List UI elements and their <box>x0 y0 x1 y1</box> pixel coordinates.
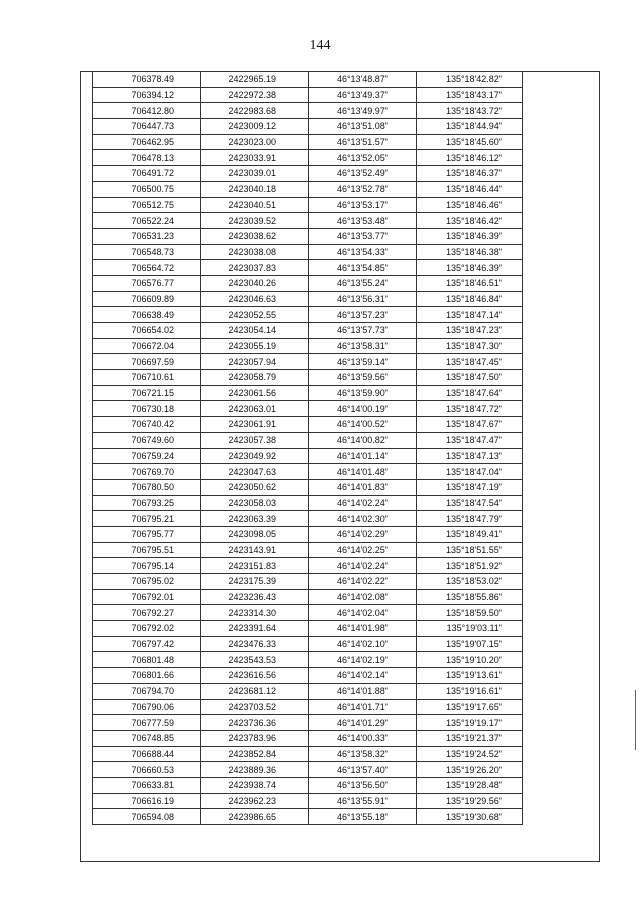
longitude-cell: 135°18'46.42" <box>417 213 523 229</box>
longitude-cell: 135°19'16.61" <box>417 683 523 699</box>
longitude-cell: 135°18'47.13" <box>417 448 523 464</box>
latitude-cell: 46°13'53.17" <box>309 197 417 213</box>
latitude-cell: 46°14'01.88" <box>309 683 417 699</box>
y-coordinate-cell: 2423143.91 <box>201 542 309 558</box>
y-coordinate-cell: 2423049.92 <box>201 448 309 464</box>
latitude-cell: 46°14'02.14" <box>309 668 417 684</box>
table-row <box>93 370 523 386</box>
latitude-cell: 46°13'59.56" <box>309 370 417 386</box>
longitude-cell: 135°18'47.45" <box>417 354 523 370</box>
latitude-cell: 46°13'55.18" <box>309 809 417 825</box>
table-row <box>93 479 523 495</box>
latitude-cell: 46°13'49.37" <box>309 87 417 103</box>
x-coordinate-cell: 706564.72 <box>93 260 201 276</box>
longitude-cell: 135°18'46.39" <box>417 228 523 244</box>
longitude-cell: 135°18'47.14" <box>417 307 523 323</box>
table-row <box>93 511 523 527</box>
table-row <box>93 291 523 307</box>
table-row <box>93 323 523 339</box>
longitude-cell: 135°19'03.11" <box>417 621 523 637</box>
y-coordinate-cell: 2423054.14 <box>201 323 309 339</box>
table-row <box>93 636 523 652</box>
table-row <box>93 432 523 448</box>
table-row <box>93 542 523 558</box>
latitude-cell: 46°13'54.33" <box>309 244 417 260</box>
y-coordinate-cell: 2423009.12 <box>201 119 309 135</box>
longitude-cell: 135°18'47.23" <box>417 323 523 339</box>
longitude-cell: 135°18'46.46" <box>417 197 523 213</box>
x-coordinate-cell: 706378.49 <box>93 72 201 88</box>
table-row <box>93 417 523 433</box>
latitude-cell: 46°13'56.31" <box>309 291 417 307</box>
y-coordinate-cell: 2423037.83 <box>201 260 309 276</box>
x-coordinate-cell: 706462.95 <box>93 134 201 150</box>
table-row <box>93 589 523 605</box>
table-row <box>93 197 523 213</box>
longitude-cell: 135°19'21.37" <box>417 730 523 746</box>
table-row <box>93 307 523 323</box>
latitude-cell: 46°14'01.71" <box>309 699 417 715</box>
latitude-cell: 46°13'53.77" <box>309 228 417 244</box>
x-coordinate-cell: 706660.53 <box>93 762 201 778</box>
y-coordinate-cell: 2423055.19 <box>201 338 309 354</box>
latitude-cell: 46°14'02.24" <box>309 558 417 574</box>
longitude-cell: 135°18'47.50" <box>417 370 523 386</box>
latitude-cell: 46°13'53.48" <box>309 213 417 229</box>
latitude-cell: 46°14'00.33" <box>309 730 417 746</box>
x-coordinate-cell: 706548.73 <box>93 244 201 260</box>
latitude-cell: 46°14'00.82" <box>309 432 417 448</box>
y-coordinate-cell: 2422972.38 <box>201 87 309 103</box>
longitude-cell: 135°18'47.30" <box>417 338 523 354</box>
x-coordinate-cell: 706412.80 <box>93 103 201 119</box>
longitude-cell: 135°18'47.67" <box>417 417 523 433</box>
x-coordinate-cell: 706697.59 <box>93 354 201 370</box>
table-row <box>93 777 523 793</box>
latitude-cell: 46°13'55.91" <box>309 793 417 809</box>
y-coordinate-cell: 2423063.01 <box>201 401 309 417</box>
table-row <box>93 793 523 809</box>
longitude-cell: 135°18'49.41" <box>417 526 523 542</box>
table-row <box>93 181 523 197</box>
longitude-cell: 135°18'43.72" <box>417 103 523 119</box>
latitude-cell: 46°14'02.08" <box>309 589 417 605</box>
x-coordinate-cell: 706794.70 <box>93 683 201 699</box>
longitude-cell: 135°18'47.19" <box>417 479 523 495</box>
x-coordinate-cell: 706795.02 <box>93 574 201 590</box>
table-row <box>93 605 523 621</box>
longitude-cell: 135°18'46.51" <box>417 275 523 291</box>
longitude-cell: 135°18'46.44" <box>417 181 523 197</box>
table-row <box>93 401 523 417</box>
y-coordinate-cell: 2423783.96 <box>201 730 309 746</box>
table-row <box>93 715 523 731</box>
x-coordinate-cell: 706792.27 <box>93 605 201 621</box>
table-row <box>93 526 523 542</box>
latitude-cell: 46°13'56.50" <box>309 777 417 793</box>
latitude-cell: 46°14'00.19" <box>309 401 417 417</box>
latitude-cell: 46°13'55.24" <box>309 275 417 291</box>
y-coordinate-cell: 2423040.26 <box>201 275 309 291</box>
y-coordinate-cell: 2423962.23 <box>201 793 309 809</box>
y-coordinate-cell: 2423061.91 <box>201 417 309 433</box>
longitude-cell: 135°18'43.17" <box>417 87 523 103</box>
longitude-cell: 135°18'42.82" <box>417 72 523 88</box>
table-row <box>93 72 523 88</box>
table-row <box>93 730 523 746</box>
y-coordinate-cell: 2423889.36 <box>201 762 309 778</box>
x-coordinate-cell: 706795.14 <box>93 558 201 574</box>
y-coordinate-cell: 2423061.56 <box>201 385 309 401</box>
latitude-cell: 46°13'52.49" <box>309 166 417 182</box>
coordinates-table <box>92 71 523 825</box>
latitude-cell: 46°13'49.97" <box>309 103 417 119</box>
x-coordinate-cell: 706769.70 <box>93 464 201 480</box>
longitude-cell: 135°18'47.64" <box>417 385 523 401</box>
latitude-cell: 46°13'54.85" <box>309 260 417 276</box>
latitude-cell: 46°13'59.90" <box>309 385 417 401</box>
latitude-cell: 46°14'01.83" <box>309 479 417 495</box>
y-coordinate-cell: 2423058.03 <box>201 495 309 511</box>
table-row <box>93 354 523 370</box>
margin-mark <box>635 690 636 750</box>
x-coordinate-cell: 706749.60 <box>93 432 201 448</box>
x-coordinate-cell: 706500.75 <box>93 181 201 197</box>
table-row <box>93 213 523 229</box>
table-row <box>93 275 523 291</box>
latitude-cell: 46°14'02.29" <box>309 526 417 542</box>
x-coordinate-cell: 706633.81 <box>93 777 201 793</box>
x-coordinate-cell: 706790.06 <box>93 699 201 715</box>
x-coordinate-cell: 706730.18 <box>93 401 201 417</box>
table-row <box>93 103 523 119</box>
y-coordinate-cell: 2423391.64 <box>201 621 309 637</box>
longitude-cell: 135°18'46.12" <box>417 150 523 166</box>
y-coordinate-cell: 2423314.30 <box>201 605 309 621</box>
x-coordinate-cell: 706801.66 <box>93 668 201 684</box>
latitude-cell: 46°14'02.19" <box>309 652 417 668</box>
y-coordinate-cell: 2423151.83 <box>201 558 309 574</box>
page-number: 144 <box>309 38 331 53</box>
latitude-cell: 46°14'02.25" <box>309 542 417 558</box>
table-row <box>93 385 523 401</box>
longitude-cell: 135°18'53.02" <box>417 574 523 590</box>
latitude-cell: 46°13'59.14" <box>309 354 417 370</box>
x-coordinate-cell: 706710.61 <box>93 370 201 386</box>
table-row <box>93 150 523 166</box>
x-coordinate-cell: 706616.19 <box>93 793 201 809</box>
table-row <box>93 228 523 244</box>
longitude-cell: 135°18'47.79" <box>417 511 523 527</box>
longitude-cell: 135°18'47.04" <box>417 464 523 480</box>
latitude-cell: 46°14'02.04" <box>309 605 417 621</box>
y-coordinate-cell: 2422965.19 <box>201 72 309 88</box>
y-coordinate-cell: 2423616.56 <box>201 668 309 684</box>
x-coordinate-cell: 706654.02 <box>93 323 201 339</box>
y-coordinate-cell: 2423938.74 <box>201 777 309 793</box>
table-row <box>93 809 523 825</box>
table-row <box>93 244 523 260</box>
table-row <box>93 668 523 684</box>
x-coordinate-cell: 706792.01 <box>93 589 201 605</box>
longitude-cell: 135°19'19.17" <box>417 715 523 731</box>
x-coordinate-cell: 706795.77 <box>93 526 201 542</box>
y-coordinate-cell: 2423543.53 <box>201 652 309 668</box>
table-row <box>93 448 523 464</box>
longitude-cell: 135°19'24.52" <box>417 746 523 762</box>
y-coordinate-cell: 2423052.55 <box>201 307 309 323</box>
y-coordinate-cell: 2423175.39 <box>201 574 309 590</box>
latitude-cell: 46°14'02.30" <box>309 511 417 527</box>
longitude-cell: 135°18'47.47" <box>417 432 523 448</box>
latitude-cell: 46°14'02.24" <box>309 495 417 511</box>
x-coordinate-cell: 706801.48 <box>93 652 201 668</box>
x-coordinate-cell: 706795.21 <box>93 511 201 527</box>
longitude-cell: 135°18'55.86" <box>417 589 523 605</box>
y-coordinate-cell: 2423058.79 <box>201 370 309 386</box>
y-coordinate-cell: 2423063.39 <box>201 511 309 527</box>
latitude-cell: 46°13'57.23" <box>309 307 417 323</box>
table-row <box>93 119 523 135</box>
latitude-cell: 46°14'01.29" <box>309 715 417 731</box>
table-row <box>93 495 523 511</box>
y-coordinate-cell: 2423039.01 <box>201 166 309 182</box>
x-coordinate-cell: 706688.44 <box>93 746 201 762</box>
y-coordinate-cell: 2423023.00 <box>201 134 309 150</box>
y-coordinate-cell: 2423852.84 <box>201 746 309 762</box>
x-coordinate-cell: 706447.73 <box>93 119 201 135</box>
table-row <box>93 166 523 182</box>
x-coordinate-cell: 706609.89 <box>93 291 201 307</box>
x-coordinate-cell: 706512.75 <box>93 197 201 213</box>
latitude-cell: 46°13'57.73" <box>309 323 417 339</box>
x-coordinate-cell: 706491.72 <box>93 166 201 182</box>
longitude-cell: 135°18'51.55" <box>417 542 523 558</box>
y-coordinate-cell: 2423040.18 <box>201 181 309 197</box>
longitude-cell: 135°19'29.56" <box>417 793 523 809</box>
y-coordinate-cell: 2423033.91 <box>201 150 309 166</box>
y-coordinate-cell: 2423040.51 <box>201 197 309 213</box>
table-row <box>93 558 523 574</box>
x-coordinate-cell: 706777.59 <box>93 715 201 731</box>
latitude-cell: 46°14'01.48" <box>309 464 417 480</box>
y-coordinate-cell: 2423476.33 <box>201 636 309 652</box>
y-coordinate-cell: 2423736.36 <box>201 715 309 731</box>
latitude-cell: 46°13'58.32" <box>309 746 417 762</box>
x-coordinate-cell: 706594.08 <box>93 809 201 825</box>
y-coordinate-cell: 2423038.08 <box>201 244 309 260</box>
y-coordinate-cell: 2423986.65 <box>201 809 309 825</box>
table-row <box>93 338 523 354</box>
table-row <box>93 746 523 762</box>
y-coordinate-cell: 2423039.52 <box>201 213 309 229</box>
x-coordinate-cell: 706748.85 <box>93 730 201 746</box>
longitude-cell: 135°18'51.92" <box>417 558 523 574</box>
table-row <box>93 134 523 150</box>
latitude-cell: 46°13'51.08" <box>309 119 417 135</box>
y-coordinate-cell: 2423038.62 <box>201 228 309 244</box>
latitude-cell: 46°13'57.40" <box>309 762 417 778</box>
y-coordinate-cell: 2423057.38 <box>201 432 309 448</box>
x-coordinate-cell: 706780.50 <box>93 479 201 495</box>
y-coordinate-cell: 2423098.05 <box>201 526 309 542</box>
x-coordinate-cell: 706759.24 <box>93 448 201 464</box>
table-row <box>93 699 523 715</box>
x-coordinate-cell: 706576.77 <box>93 275 201 291</box>
latitude-cell: 46°13'52.05" <box>309 150 417 166</box>
table-row <box>93 87 523 103</box>
longitude-cell: 135°19'28.48" <box>417 777 523 793</box>
x-coordinate-cell: 706721.15 <box>93 385 201 401</box>
latitude-cell: 46°14'01.14" <box>309 448 417 464</box>
table-row <box>93 683 523 699</box>
longitude-cell: 135°18'46.84" <box>417 291 523 307</box>
latitude-cell: 46°13'58.31" <box>309 338 417 354</box>
x-coordinate-cell: 706672.04 <box>93 338 201 354</box>
longitude-cell: 135°18'47.54" <box>417 495 523 511</box>
latitude-cell: 46°14'02.10" <box>309 636 417 652</box>
x-coordinate-cell: 706797.42 <box>93 636 201 652</box>
x-coordinate-cell: 706795.51 <box>93 542 201 558</box>
x-coordinate-cell: 706394.12 <box>93 87 201 103</box>
x-coordinate-cell: 706638.49 <box>93 307 201 323</box>
x-coordinate-cell: 706792.02 <box>93 621 201 637</box>
longitude-cell: 135°19'26.20" <box>417 762 523 778</box>
longitude-cell: 135°19'13.61" <box>417 668 523 684</box>
x-coordinate-cell: 706478.13 <box>93 150 201 166</box>
latitude-cell: 46°14'02.22" <box>309 574 417 590</box>
x-coordinate-cell: 706793.25 <box>93 495 201 511</box>
table-row <box>93 464 523 480</box>
y-coordinate-cell: 2423057.94 <box>201 354 309 370</box>
table-row <box>93 574 523 590</box>
x-coordinate-cell: 706522.24 <box>93 213 201 229</box>
latitude-cell: 46°14'01.98" <box>309 621 417 637</box>
longitude-cell: 135°19'30.68" <box>417 809 523 825</box>
x-coordinate-cell: 706740.42 <box>93 417 201 433</box>
table-body <box>93 72 523 825</box>
longitude-cell: 135°18'46.37" <box>417 166 523 182</box>
y-coordinate-cell: 2423236.43 <box>201 589 309 605</box>
table-row <box>93 652 523 668</box>
longitude-cell: 135°18'44.94" <box>417 119 523 135</box>
latitude-cell: 46°13'48.87" <box>309 72 417 88</box>
longitude-cell: 135°19'07.15" <box>417 636 523 652</box>
longitude-cell: 135°18'46.38" <box>417 244 523 260</box>
longitude-cell: 135°18'45.60" <box>417 134 523 150</box>
x-coordinate-cell: 706531.23 <box>93 228 201 244</box>
latitude-cell: 46°13'51.57" <box>309 134 417 150</box>
longitude-cell: 135°18'59.50" <box>417 605 523 621</box>
longitude-cell: 135°19'17.65" <box>417 699 523 715</box>
table-row <box>93 260 523 276</box>
latitude-cell: 46°14'00.52" <box>309 417 417 433</box>
y-coordinate-cell: 2423046.63 <box>201 291 309 307</box>
table-row <box>93 762 523 778</box>
longitude-cell: 135°19'10.20" <box>417 652 523 668</box>
longitude-cell: 135°18'47.72" <box>417 401 523 417</box>
y-coordinate-cell: 2423703.52 <box>201 699 309 715</box>
y-coordinate-cell: 2422983.68 <box>201 103 309 119</box>
y-coordinate-cell: 2423681.12 <box>201 683 309 699</box>
latitude-cell: 46°13'52.78" <box>309 181 417 197</box>
table-row <box>93 621 523 637</box>
y-coordinate-cell: 2423047.63 <box>201 464 309 480</box>
longitude-cell: 135°18'46.39" <box>417 260 523 276</box>
y-coordinate-cell: 2423050.62 <box>201 479 309 495</box>
